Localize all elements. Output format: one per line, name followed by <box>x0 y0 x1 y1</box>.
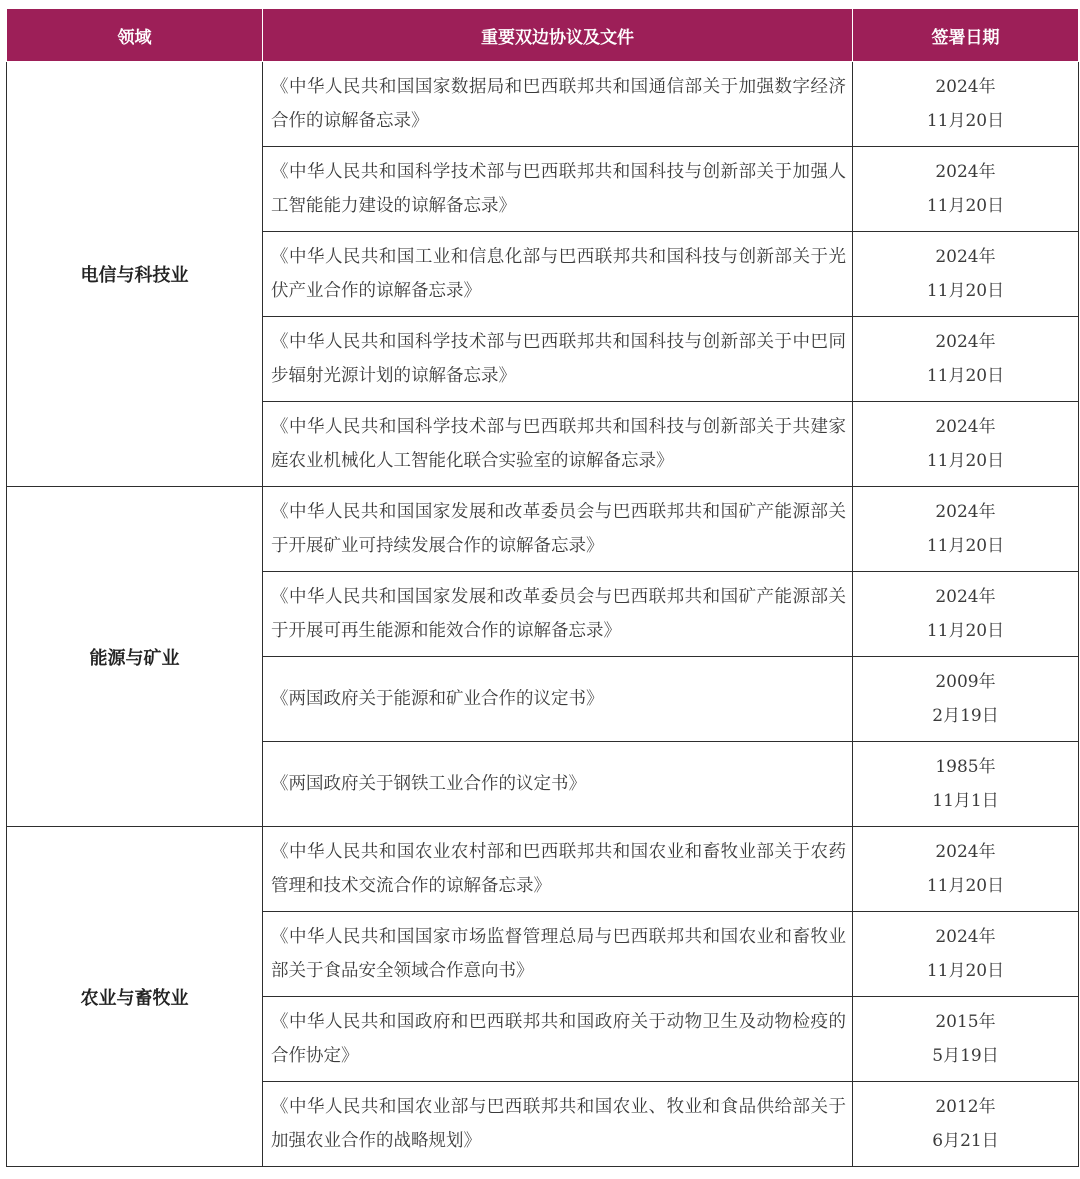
table-header-row <box>7 9 1079 62</box>
date-year: 2024年 <box>935 247 996 267</box>
date-cell <box>853 317 1079 402</box>
date-day: 11月20日 <box>926 961 1005 981</box>
date-year: 2012年 <box>935 1097 996 1117</box>
date-year: 2015年 <box>935 1012 996 1032</box>
date-cell <box>853 402 1079 487</box>
domain-cell-telecom-tech: 电信与科技业 <box>7 62 263 487</box>
date-cell <box>853 232 1079 317</box>
date-day: 5月19日 <box>932 1046 999 1066</box>
date-year: 2024年 <box>935 927 996 947</box>
date-cell <box>853 62 1079 147</box>
date-cell <box>853 997 1079 1082</box>
header-date: 签署日期 <box>853 9 1079 62</box>
date-day: 11月20日 <box>926 621 1005 641</box>
date-day: 2月19日 <box>932 706 999 726</box>
table-row <box>7 62 1079 147</box>
document-cell: 《两国政府关于钢铁工业合作的议定书》 <box>263 742 853 827</box>
header-document: 重要双边协议及文件 <box>263 9 853 62</box>
document-cell: 《中华人民共和国国家发展和改革委员会与巴西联邦共和国矿产能源部关于开展矿业可持续发展合作的谅解备忘录》 <box>263 487 853 572</box>
document-cell: 《中华人民共和国国家数据局和巴西联邦共和国通信部关于加强数字经济合作的谅解备忘录》 <box>263 62 853 147</box>
date-day: 11月20日 <box>926 451 1005 471</box>
date-cell <box>853 742 1079 827</box>
date-year: 2024年 <box>935 502 996 522</box>
document-cell: 《中华人民共和国农业农村部和巴西联邦共和国农业和畜牧业部关于农药管理和技术交流合作的谅解备忘录》 <box>263 827 853 912</box>
date-day: 11月20日 <box>926 281 1005 301</box>
document-cell: 《中华人民共和国科学技术部与巴西联邦共和国科技与创新部关于中巴同步辐射光源计划的谅解备忘录》 <box>263 317 853 402</box>
date-year: 2024年 <box>935 417 996 437</box>
header-domain: 领域 <box>7 9 263 62</box>
date-cell <box>853 657 1079 742</box>
document-cell: 《中华人民共和国国家发展和改革委员会与巴西联邦共和国矿产能源部关于开展可再生能源和能效合作的谅解备忘录》 <box>263 572 853 657</box>
document-cell: 《中华人民共和国政府和巴西联邦共和国政府关于动物卫生及动物检疫的合作协定》 <box>263 997 853 1082</box>
date-day: 11月1日 <box>932 791 999 811</box>
date-cell <box>853 572 1079 657</box>
date-cell <box>853 827 1079 912</box>
date-day: 11月20日 <box>926 196 1005 216</box>
domain-cell-agriculture: 农业与畜牧业 <box>7 827 263 1167</box>
agreements-table-container <box>6 8 1078 1167</box>
domain-cell-energy-mining: 能源与矿业 <box>7 487 263 827</box>
date-year: 2024年 <box>935 332 996 352</box>
date-day: 11月20日 <box>926 111 1005 131</box>
date-year: 1985年 <box>935 757 996 777</box>
document-cell: 《中华人民共和国工业和信息化部与巴西联邦共和国科技与创新部关于光伏产业合作的谅解备忘录》 <box>263 232 853 317</box>
date-year: 2024年 <box>935 842 996 862</box>
document-cell: 《中华人民共和国国家市场监督管理总局与巴西联邦共和国农业和畜牧业部关于食品安全领域合作意向书》 <box>263 912 853 997</box>
date-day: 11月20日 <box>926 536 1005 556</box>
agreements-table <box>6 8 1079 1167</box>
document-cell: 《中华人民共和国农业部与巴西联邦共和国农业、牧业和食品供给部关于加强农业合作的战略规划》 <box>263 1082 853 1167</box>
date-cell <box>853 912 1079 997</box>
date-year: 2024年 <box>935 587 996 607</box>
date-year: 2024年 <box>935 77 996 97</box>
document-cell: 《中华人民共和国科学技术部与巴西联邦共和国科技与创新部关于加强人工智能能力建设的谅解备忘录》 <box>263 147 853 232</box>
document-cell: 《中华人民共和国科学技术部与巴西联邦共和国科技与创新部关于共建家庭农业机械化人工智能化联合实验室的谅解备忘录》 <box>263 402 853 487</box>
date-cell <box>853 487 1079 572</box>
table-row <box>7 487 1079 572</box>
date-year: 2009年 <box>935 672 996 692</box>
date-day: 11月20日 <box>926 366 1005 386</box>
date-day: 6月21日 <box>932 1131 999 1151</box>
date-cell <box>853 1082 1079 1167</box>
date-year: 2024年 <box>935 162 996 182</box>
document-cell: 《两国政府关于能源和矿业合作的议定书》 <box>263 657 853 742</box>
date-cell <box>853 147 1079 232</box>
date-day: 11月20日 <box>926 876 1005 896</box>
table-row <box>7 827 1079 912</box>
